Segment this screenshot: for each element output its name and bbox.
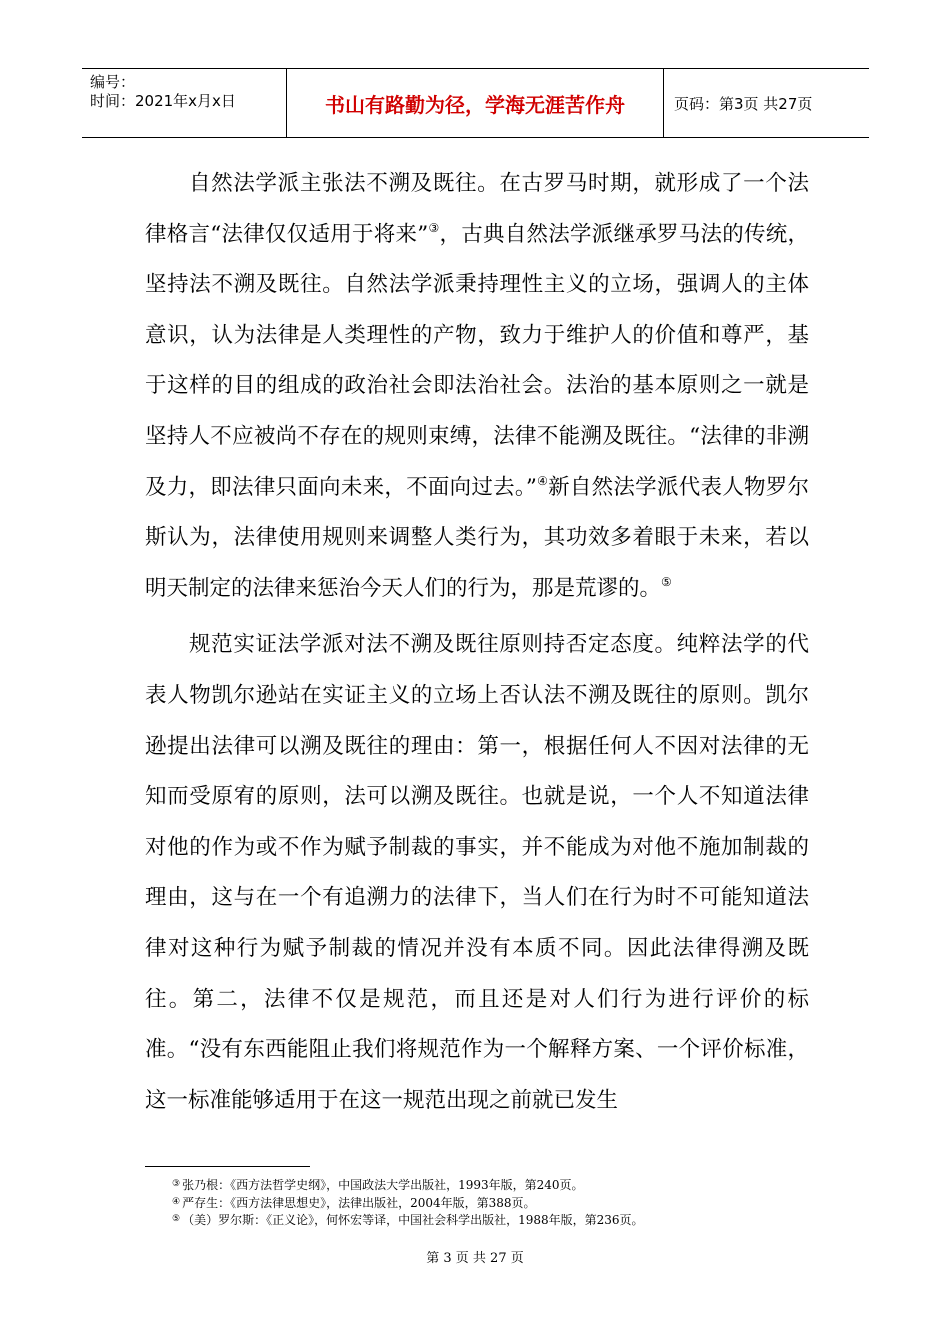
paragraph-positivism: 规范实证法学派对法不溯及既往原则持否定态度。纯粹法学的代表人物凯尔逊站在实证主义的立场上否认法不溯及既往的原则。凯尔逊提出法律可以溯及既往的理由：第一，根据任何人不因对法律的无知而受原宥的原则，法可以溯及既往。也就是说，一个人不知道法律对他的作为或不作为赋予制裁的事实，并不能成为对他不施加制裁的理由，这与在一个有追溯力的法律下，当人们在行为时不可能知道法律对这种行为赋予制裁的情况并没有本质不同。因此法律得溯及既往。第二，法律不仅是规范，而且还是对人们行为进行评价的标准。“没有东西能阻止我们将规范作为一个解释方案、一个评价标准，这一标准能够适用于在这一规范出现之前就已发生 [145,632,809,1113]
paragraph-text: 新自然法学派代表人物罗尔斯认为，法律使用规则来调整人类行为，其功效多着眼于未来，若以明天制定的法律来惩治今天人们的行为，那是荒谬的。 [145,474,809,601]
footnote-mark: ③ [172,1179,181,1189]
paragraph-text: 自然法学派主张法不溯及既往。在古罗马时期，就形成了一个法律格言“法律仅仅适用于将来” [145,171,809,247]
document-date: 时间：2021年x月x日 [90,92,236,110]
header-page-info: 页码：第3页 共27页 [674,94,813,113]
footnote-mark: ④ [172,1196,181,1207]
header-motto: 书山有路勤为径，学海无涯苦作舟 [325,92,625,117]
footnote-item [172,1194,812,1212]
footnote-list [172,1176,812,1229]
document-header [82,68,869,138]
paragraph-natural-law [145,159,809,614]
footnote-separator [145,1166,310,1167]
footnote-item [172,1176,812,1194]
document-body [145,159,809,1126]
footnote-text: 严存生：《西方法律思想史》，法律出版社，2004年版，第388页。 [182,1195,536,1210]
header-motto-cell [287,69,664,137]
footnote-text: 张乃根：《西方法哲学史纲》，中国政法大学出版社，1993年版，第240页。 [182,1178,584,1192]
footnote-ref-5[interactable]: ⑤ [661,574,672,589]
header-meta-cell [82,69,287,137]
page-footer [0,1247,950,1266]
footer-page-number: 第 3 页 共 27 页 [426,1251,524,1266]
document-number-label: 编号： [90,73,136,91]
header-page-cell [664,69,869,137]
footnote-item [172,1211,812,1229]
footnote-ref-3[interactable]: ③ [428,220,440,235]
footnote-mark: ⑤ [172,1214,181,1224]
paragraph-text: ，古典自然法学派继承罗马法的传统，坚持法不溯及既往。自然法学派秉持理性主义的立场，强调人的主体意识，认为法律是人类理性的产物，致力于维护人的价值和尊严，基于这样的目的组成的政治社会即法治社会。法治的基本原则之一就是坚持人不应被尚不存在的规则束缚，法律不能溯及既往。“法律的非溯及力，即法律只面向未来，不面向过去。” [145,221,809,500]
footnote-text: （美）罗尔斯：《正义论》，何怀宏等译，中国社会科学出版社，1988年版，第236页。 [182,1213,644,1227]
footnote-ref-4[interactable]: ④ [536,473,549,488]
